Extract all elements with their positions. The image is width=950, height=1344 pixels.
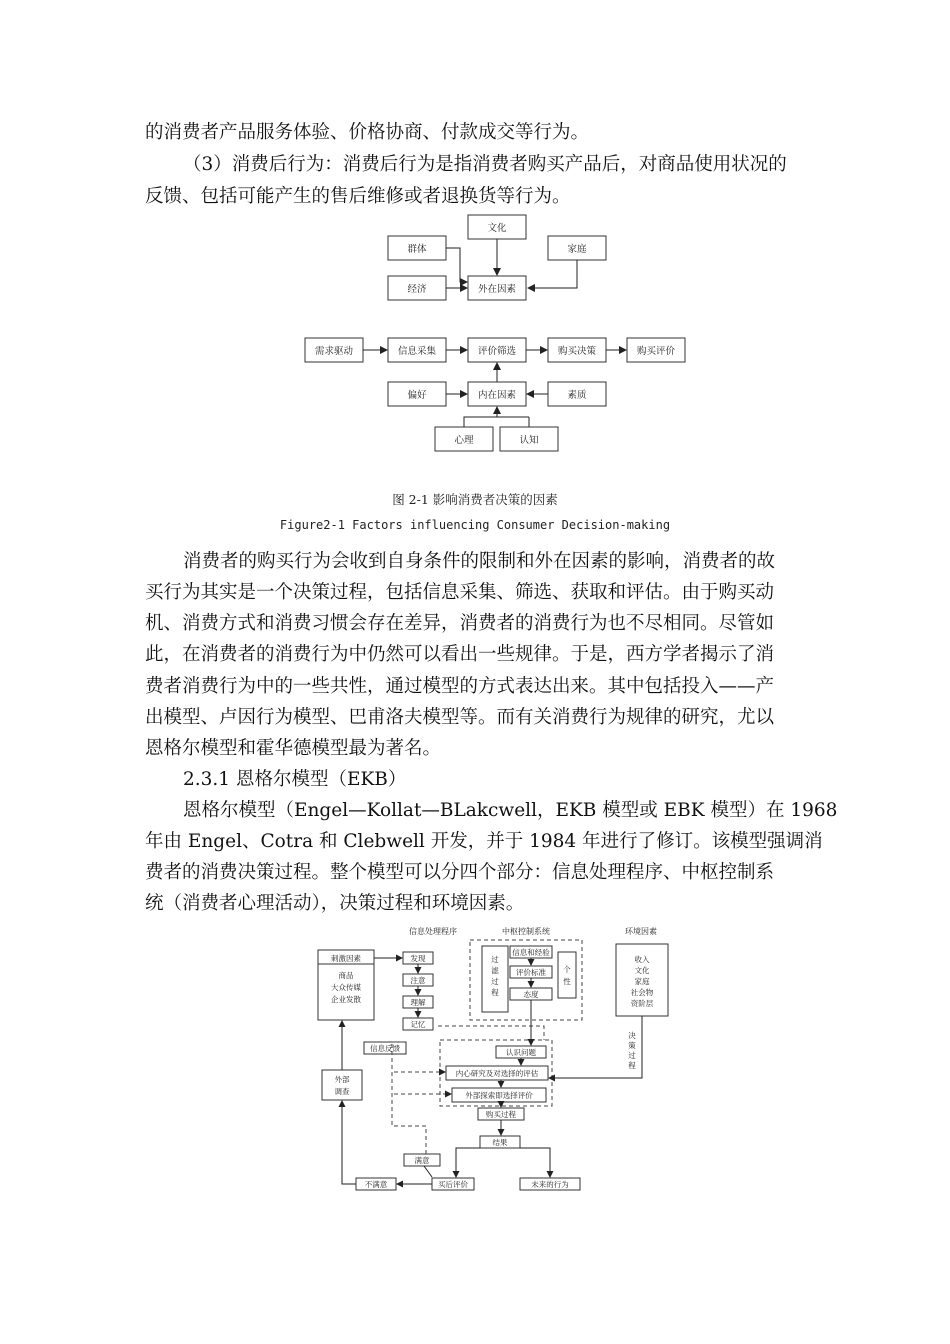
- label-purchase: 购买过程: [486, 1110, 516, 1119]
- figure-2-1-diagram: [300, 212, 700, 460]
- label-env-item: 资阶层: [630, 999, 654, 1008]
- label-attitude: 态度: [523, 990, 539, 999]
- label-decide: 购买决策: [557, 346, 597, 357]
- label-culture: 文化: [487, 223, 507, 234]
- label-filter-char: 过: [491, 977, 499, 986]
- label-external-survey: 外部: [334, 1075, 350, 1084]
- label-memory: 记忆: [410, 1020, 426, 1029]
- paragraph-line: 买行为其实是一个决策过程，包括信息采集、筛选、获取和评估。由于购买动: [145, 582, 775, 603]
- paragraph-line: 年由 Engel、Cotra 和 Clebwell 开发，并于 1984 年进行了修订。该模型强调消: [145, 831, 823, 852]
- paragraph-line: 费者消费行为中的一些共性，通过模型的方式表达出来。其中包括投入——产: [145, 676, 775, 697]
- label-dissatisfied: 不满意: [364, 1180, 388, 1189]
- paragraph-line: （3）消费后行为：消费后行为是指消费者购买产品后，对商品使用状况的: [183, 154, 787, 175]
- label-preference: 偏好: [407, 390, 427, 401]
- title-environment: 环境因素: [625, 927, 657, 936]
- paragraph-line: 出模型、卢因行为模型、巴甫洛夫模型等。而有关消费行为规律的研究，尤以: [145, 707, 775, 728]
- label-filter-char: 过: [491, 955, 499, 964]
- label-post-eval: 购买评价: [636, 346, 676, 357]
- label-stimulus: 刺激因素: [331, 954, 361, 963]
- label-cognition: 认知: [519, 435, 539, 446]
- label-decision-char: 过: [628, 1051, 636, 1060]
- label-criteria: 评价标准: [516, 968, 546, 977]
- label-personality-char: 个: [563, 965, 571, 974]
- label-understand: 理解: [410, 998, 426, 1007]
- label-decision-char: 程: [628, 1061, 636, 1070]
- label-stimulus-item: 大众传媒: [331, 983, 361, 992]
- paragraph-line: 恩格尔模型和霍华德模型最为著名。: [145, 738, 442, 759]
- label-decision-char: 策: [628, 1041, 636, 1050]
- paragraph-line: 费者的消费决策过程。整个模型可以分四个部分：信息处理程序、中枢控制系: [145, 862, 775, 883]
- label-need: 需求驱动: [314, 346, 354, 357]
- label-env-item: 文化: [634, 966, 650, 975]
- label-filter-char: 滤: [491, 966, 499, 975]
- label-env-item: 收入: [634, 955, 650, 964]
- label-personality-char: 性: [563, 977, 571, 986]
- paragraph-line: 机、消费方式和消费习惯会存在差异，消费者的消费行为也不尽相同。尽管如: [145, 613, 775, 634]
- label-stimulus-item: 商品: [338, 971, 354, 980]
- figure-caption-cn: 图 2-1 影响消费者决策的因素: [392, 492, 558, 507]
- label-external-search: 外部探索即选择评价: [465, 1091, 533, 1100]
- label-result: 结果: [492, 1138, 508, 1147]
- paragraph-line: 消费者的购买行为会收到自身条件的限制和外在因素的影响，消费者的故: [183, 551, 776, 572]
- paragraph-line: 的消费者产品服务体验、价格协商、付款成交等行为。: [145, 122, 590, 143]
- paragraph-line: 反馈、包括可能产生的售后维修或者退换货等行为。: [145, 186, 571, 207]
- label-evaluate: 评价筛选: [477, 346, 517, 357]
- label-env-item: 社会物: [630, 988, 654, 997]
- label-psychology: 心理: [454, 435, 474, 446]
- label-group: 群体: [407, 244, 427, 255]
- label-problem: 认识问题: [506, 1048, 536, 1057]
- label-info-feedback: 信息反馈: [370, 1044, 400, 1053]
- label-info-exp: 信息和经验: [512, 948, 550, 957]
- paragraph-line: 恩格尔模型（Engel—Kollat—BLakcwell，EKB 模型或 EBK 模型）在 1968: [183, 800, 838, 821]
- label-external-survey: 调查: [334, 1087, 350, 1096]
- label-external: 外在因素: [477, 284, 517, 295]
- label-internal: 内在因素: [477, 390, 517, 401]
- label-economy: 经济: [407, 284, 427, 295]
- label-discover: 发现: [410, 954, 426, 963]
- label-satisfied: 满意: [414, 1156, 430, 1165]
- label-post-eval: 买后评价: [438, 1180, 468, 1189]
- label-quality: 素质: [567, 390, 587, 401]
- label-stimulus-item: 企业发散: [331, 995, 361, 1004]
- label-filter-char: 程: [491, 988, 499, 997]
- title-info-processing: 信息处理程序: [409, 927, 457, 936]
- figure-caption-en: Figure2-1 Factors influencing Consumer Decision-making: [279, 518, 671, 532]
- paragraph-line: 统（消费者心理活动），决策过程和环境因素。: [145, 893, 525, 914]
- label-decision-char: 决: [628, 1031, 636, 1040]
- label-internal-search: 内心研究及对选择的评估: [455, 1069, 539, 1078]
- section-heading: 2.3.1 恩格尔模型（EKB）: [183, 769, 407, 790]
- paragraph-line: 此，在消费者的消费行为中仍然可以看出一些规律。于是，西方学者揭示了消: [145, 644, 775, 665]
- label-future: 未来的行为: [531, 1180, 569, 1189]
- ekb-model-diagram: [308, 922, 678, 1197]
- label-attention: 注意: [410, 976, 426, 985]
- box-personality: [558, 952, 576, 998]
- label-env-item: 家庭: [634, 977, 650, 986]
- title-central-control: 中枢控制系统: [502, 927, 550, 936]
- label-info: 信息采集: [397, 346, 437, 357]
- label-family: 家庭: [567, 244, 587, 255]
